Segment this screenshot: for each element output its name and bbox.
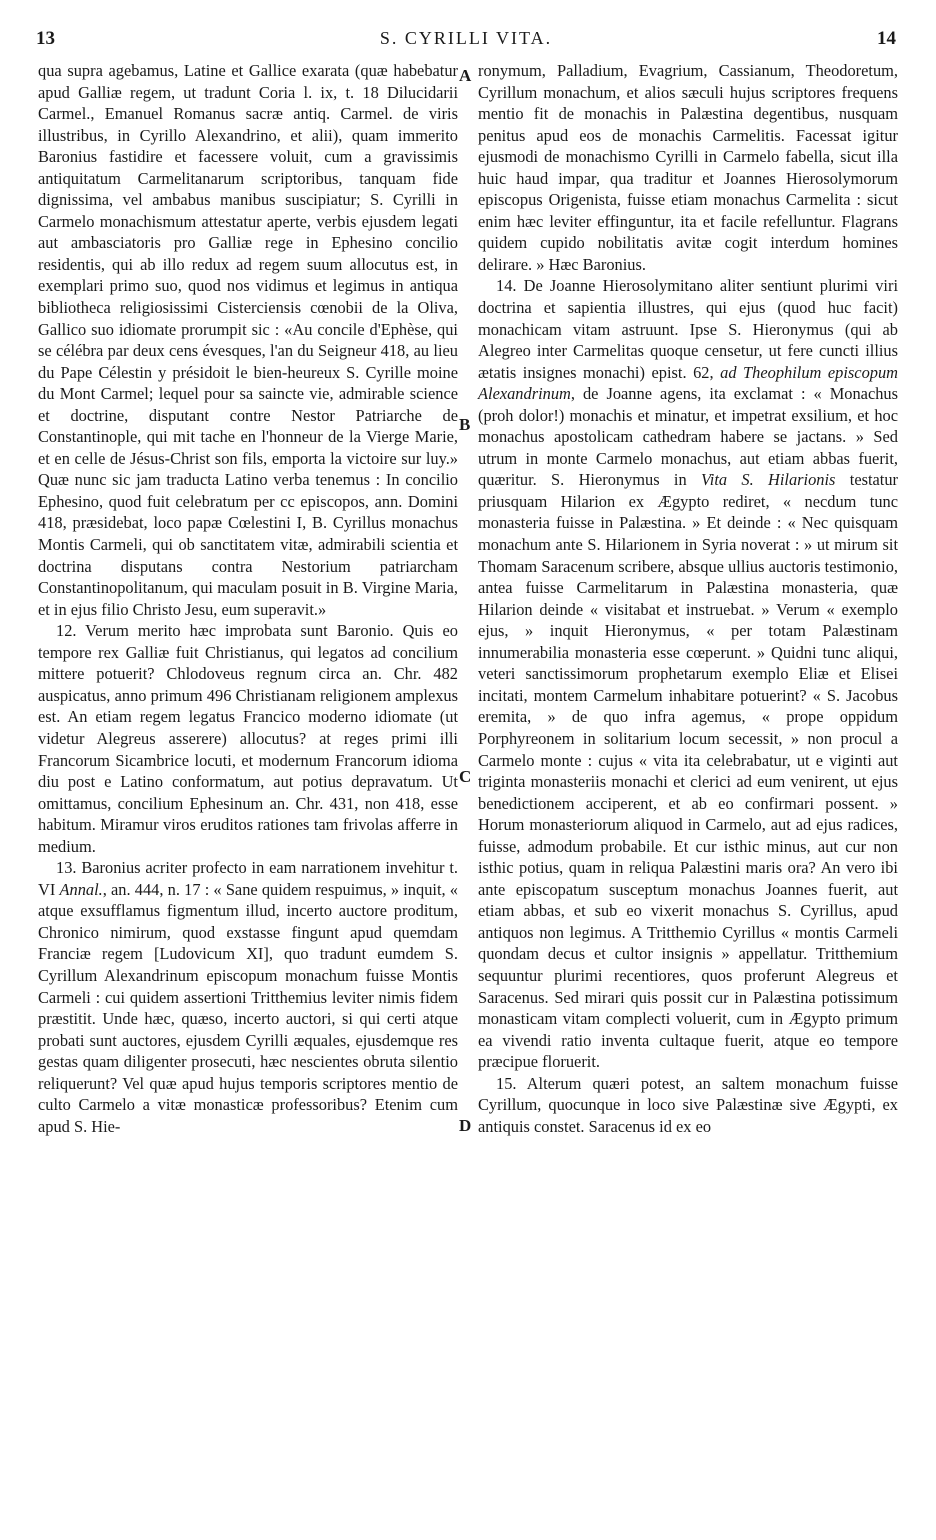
text-run: , de Joanne agens, ita exclamat : « Monachus (proh dolor!) monachis et minatur, et impetrat exsilium, et hoc monachus apostolicam cathedram habere se jactans. » Sed utrum in monte Carmelo monachus, aut etiam abbas fuerit, quæritur. S. Hieronymus in bbox=[478, 384, 898, 490]
text-run: 13. Baronius acriter profecto in eam narrationem invehitur t. VI bbox=[38, 858, 458, 899]
margin-marker-a: A bbox=[459, 66, 472, 85]
left-column bbox=[38, 60, 458, 1137]
text-run: 14. De Joanne Hierosolymitano aliter sentiunt plurimi viri doctrina et sapientia illustres, qui ejus (quod huc facit) monachicam vitam astruunt. Ipse S. Hieronymus (qui ab Alegreo inter Carmelitas quoque censetur, ut fere cuncti illius ætatis insignes monachi) epist. 62, bbox=[478, 276, 898, 382]
margin-marker-d: D bbox=[459, 1116, 472, 1135]
text-run: testatur priusquam Hilarion ex Ægypto rediret, « necdum tunc monasteria fuisse in Palæstina. » Et deinde : « Nec quisquam monachum ante S. Hilarionem in Syria noverat : » ut mirum sit Thomam Saracenum scribere, absque ullius auctoris testimonio, antea fuisse Carmelitarum in Palæstina monasteria, quæ Hilarion deinde « visitabat et instruebat. » Verum « exemplo ejus, » inquit Hieronymus, « per totam Palæstinam innumerabilia monasteria esse cœperunt. » Quidni tunc aliqui, veteri sanctissimorum prophetarum exemplo Eliæ et Elisei incitati, montem Carmelum inhabitare potuerint? « S. Jacobus eremita, » de quo infra agemus, « prope oppidum Porphyreonem in solitarium locum secessit, » non procul a Carmelo monte : cujus « vita ita celebrabatur, ut e viginti aut triginta monasteriis monachi et clerici ad eum venirent, ut ejus benedictionem acciperent, et ab eo confirmari possent. » Horum monasteriorum aliquod in Carmelo, aut ad ejus radices, fuisse, admodum probabile. Et cur isthic minus, aut cur non isthic potius, quam in reliqua Palæstini maris ora? An vero ibi ante episcopatum susceptum monachus Joannes fuerit, aut etiam abbas, et sub eo vixerit monachus S. Cyrillus, apud antiquos non legimus. A Tritthemio Cyrillus « montis Carmeli quondam decus et cultor insignis » appellatur. Tritthemium sequuntur plurimi recentiores, quos proferunt Alegreus et Saracenus. Sed mirari quis possit cur in Palæstina potissimum monasticam vitam complecti voluerit, cum in Ægypto primum ea vivendi ratio inventa cultaque fuerit, atque eo tempore præcipue floruerit. bbox=[478, 470, 899, 1072]
paragraph-14 bbox=[478, 275, 898, 1072]
paragraph-12: 12. Verum merito hæc improbata sunt Baronio. Quis eo tempore rex Galliæ fuit Christianus, qui legatos ad concilium mittere potuerit? Chlodoveus regnum circa an. Chr. 482 auspicatus, anno primum 496 Christianam religionem amplexus est. An etiam regem legatus Francico moderno idiomate (ut videtur Alegreus asserere) allocutus? at reges primi illi Francorum Sicambrice locuti, et modernum Francorum idioma diu post e Latino conformatum, aut potius depravatum. Ut omittamus, concilium Ephesinum an. Chr. 431, non 418, esse habitum. Miramur viros eruditos rationes tam frivolas afferre in medium. bbox=[38, 621, 458, 856]
paragraph: qua supra agebamus, Latine et Gallice exarata (quæ habebatur apud Galliæ regem, ut tradunt Coria l. ix, t. 18 Dilucidarii Carmel., Emanuel Romanus sacræ antiq. Carmel. de viris illustribus, in Cyrillo Alexandrino, et alii), quam immerito Baronius fastidire et facessere voluit, cum a gravissimis antiquitatum Carmelitanarum scriptoribus, tanquam fide dignissima, vel ambabus manibus suscipiatur; S. Cyrilli in Carmelo monachismum attestatur aperte, verbis ejusdem legati aut ambasciatoris pro Galliæ rege in Ephesino concilio residentis, qui ab illo redux ad regem suum allocutus est, in exemplari primo suo, quod nos vidimus et legimus in antiqua bibliotheca religiosissimi Cisterciensis cœnobii de la Oliva, Gallico suo idiomate prorumpit sic : «Au concile d'Ephèse, qui se célébra par deux cens évesques, l'an du Seigneur 418, au lieu du Pape Célestin y présidoit le bien-heureux S. Cyrille moine du Mont Carmel; lequel pour sa saincte vie, admirable science et doctrine, disputant contre Nestor Patriarche de Constantinople, qui mit tache en l'honneur de la Vierge Marie, et en celle de Jésus-Christ son fils, emporta la victoire sur luy.» Quæ nunc sic jam traducta Latino verba tenemus : In concilio Ephesino, quod fuit celebratum per cc episcopos, ann. Domini 418, præsidebat, loco papæ Cœlestini I, B. Cyrillus monachus Montis Carmeli, qui ob sanctitatem vitæ, admirabili scientia et doctrina disputans contra Nestorium patriarcham Constantinopolitanum, qui maculam posuit in B. Virgine Maria, et in ejus filio Christo Jesu, eum superavit.» bbox=[38, 61, 458, 619]
page-number-left: 13 bbox=[36, 28, 55, 49]
text-run: , an. 444, n. 17 : « Sane quidem respuimus, » inquit, « atque exsufflamus figmentum illud, incerto auctore proditum, Chronico nimirum, quod exstasse fingunt apud quemdam Franciæ regem [Ludovicum XI], quo tradunt eumdem S. Cyrillum Alexandrinum episcopum monachum fuisse Montis Carmeli : cui quidem assertioni Tritthemius leviter nimis fidem præstitit. Unde hæc, quæso, incerto auctori, si qui certi atque probati sunt auctores, ejusdem Cyrilli æquales, ejusdemque res gestas quam diligenter prosecuti, hæc nescientes obruta silentio reliquerunt? Vel quæ apud hujus temporis scriptores mentio de culto Carmelo a vitæ monasticæ professoribus? Etenim cum apud S. Hie- bbox=[38, 879, 458, 1136]
margin-marker-b: B bbox=[459, 415, 471, 434]
right-column bbox=[478, 60, 898, 1137]
italic-run: ad Theophilum episcopum Alexandrinum bbox=[478, 362, 899, 404]
italic-run: Annal. bbox=[59, 879, 103, 899]
paragraph-15: 15. Alterum quæri potest, an saltem monachum fuisse Cyrillum, quocunque in loco sive Palæstinæ sive Ægypti, ex antiquis constet. Saracenus id ex eo bbox=[478, 1073, 898, 1136]
page-header bbox=[36, 28, 896, 54]
running-title: S. CYRILLI VITA. bbox=[379, 28, 553, 48]
paragraph-13 bbox=[38, 857, 458, 1137]
margin-marker-c: C bbox=[459, 767, 472, 786]
page-number-right: 14 bbox=[877, 28, 896, 49]
paragraph: ronymum, Palladium, Evagrium, Cassianum, Theodoretum, Cyrillum monachum, et alios sæculi hujus scriptores frequens mentio fit de monachis in Palæstina degentibus, nusquam penitus apud eos de monachis Carmelitis. Facessat igitur ejusmodi de monachismo Cyrilli in Carmelo fabella, sicut illa huic haud impar, qua traditur et Joannes Hierosolymorum episcopus Origenista, fuisse etiam monachus Carmelita : sicut enim hæc leviter effinguntur, ita et facile refelluntur. Flagrans quidem cupido nobilitatis avitæ cogit interdum homines delirare. » Hæc Baronius. bbox=[478, 61, 898, 274]
italic-run: Vita S. Hilarionis bbox=[701, 470, 836, 490]
